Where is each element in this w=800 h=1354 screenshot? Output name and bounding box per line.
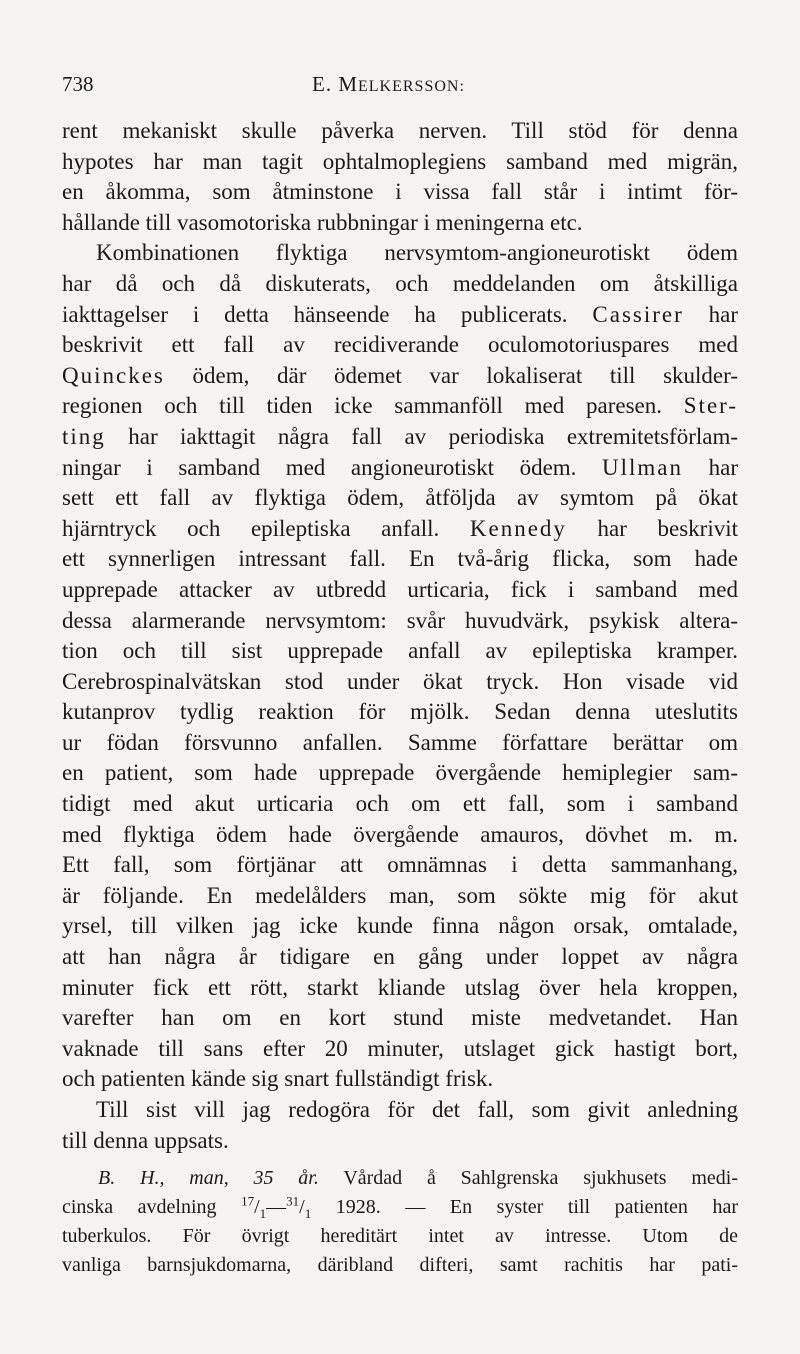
page-header: [62, 72, 738, 102]
case-line: [62, 1193, 738, 1222]
date-month: 1: [259, 1206, 267, 1221]
case-line: vanliga barnsjukdomarna, däribland difteri, samt rachitis har pati-: [62, 1254, 738, 1276]
page-number: 738: [62, 72, 94, 96]
case-line: tuberkulos. För övrigt hereditärt intet av intresse. Utom de: [62, 1225, 738, 1247]
text-line: sett ett fall av flyktiga ödem, åtföljda av symtom på ökat: [62, 485, 738, 511]
text-segment: har beskrivit: [597, 515, 739, 541]
text-line: en patient, som hade upprepade övergående hemiplegier sam-: [62, 760, 738, 786]
text-line: tidigt med akut urticaria och om ett fall, som i samband: [62, 791, 738, 817]
date-day: 17: [241, 1193, 255, 1209]
text-line: Ett fall, som förtjänar att omnämnas i detta sammanhang,: [62, 852, 738, 878]
text-line: hypotes har man tagit ophtalmoplegiens samband med migrän,: [62, 148, 738, 174]
text-line: tion och till sist upprepade anfall av epileptiska kramper.: [62, 638, 738, 664]
text-line: ett synnerligen intressant fall. En två-årig flicka, som hade: [62, 546, 738, 572]
text-line: [62, 391, 738, 422]
text-line: är följande. En medelålders man, som sökte mig för akut: [62, 882, 738, 908]
date-month: 1: [304, 1206, 312, 1221]
text-line: dessa alarmerande nervsymtom: svår huvudvärk, psykisk altera-: [62, 607, 738, 633]
text-line: [62, 361, 738, 392]
text-line: har då och då diskuterats, och meddelanden om åtskilliga: [62, 270, 738, 296]
author-rest: ELKERSSON:: [358, 78, 465, 95]
text-line: med flyktiga ödem hade övergående amauros, dövhet m. m.: [62, 821, 738, 847]
author-name-sterting-part2: ting: [62, 423, 106, 449]
text-line: Kombinationen flyktiga nervsymtom-angioneurotiskt ödem: [96, 240, 738, 266]
admission-date-range: $^{17}/_1—^{31}/_1$: [241, 1193, 312, 1221]
author-name-quincke: Quinckes: [62, 362, 165, 388]
text-line: till denna uppsats.: [62, 1127, 229, 1153]
case-line: [62, 1164, 738, 1193]
text-segment: cinska avdelning: [62, 1196, 217, 1218]
author-name-kennedy: Kennedy: [469, 515, 567, 541]
text-line: kutanprov tydlig reaktion för mjölk. Sedan denna uteslutits: [62, 699, 738, 725]
text-line: och patienten kände sig snart fullständigt frisk.: [62, 1066, 494, 1092]
text-segment: har iakttagit några fall av periodiska extremitetsförlam-: [128, 423, 739, 449]
text-segment: har: [708, 454, 739, 480]
text-line: [62, 422, 738, 453]
text-segment: har: [708, 301, 738, 327]
text-segment: regionen och till tiden icke sammanföll med paresen.: [62, 393, 662, 419]
case-lead: B. H., man, 35 år.: [98, 1167, 319, 1189]
text-line: upprepade attacker av utbredd urticaria, fick i samband med: [62, 576, 738, 602]
text-line: att han några år tidigare en gång under loppet av några: [62, 944, 738, 970]
author-name-sterting-part1: Ster-: [683, 393, 739, 419]
text-line: beskrivit ett fall av recidiverande oculomotoriuspares med: [62, 332, 738, 358]
text-line: hållande till vasomotoriska rubbningar i meningerna etc.: [62, 209, 583, 235]
text-segment: ningar i samband med angioneurotiskt ödem.: [62, 454, 577, 480]
text-line: vaknade till sans efter 20 minuter, utslaget gick hastigt bort,: [62, 1035, 738, 1061]
case-report: [62, 1164, 738, 1280]
text-segment: Vårdad å Sahlgrenska sjukhusets medi-: [343, 1167, 739, 1189]
text-line: [62, 300, 738, 331]
text-line: en åkomma, som åtminstone i vissa fall står i intimt för-: [62, 179, 738, 205]
text-segment: hjärntryck och epileptiska anfall.: [62, 515, 440, 541]
text-line: yrsel, till vilken jag icke kunde finna någon orsak, omtalade,: [62, 913, 738, 939]
date-dash: —: [266, 1196, 287, 1218]
text-segment: ödem, där ödemet var lokaliserat till skulder-: [192, 362, 739, 388]
author-initial: E. M: [312, 72, 358, 96]
author-name-cassirer: Cassirer: [592, 301, 684, 327]
text-line: [62, 514, 738, 545]
date-day: 31: [286, 1193, 300, 1209]
text-line: Cerebrospinalvätskan stod under ökat tryck. Hon visade vid: [62, 668, 738, 694]
text-line: minuter fick ett rött, starkt kliande utslag över hela kroppen,: [62, 974, 738, 1000]
text-line: [62, 453, 738, 484]
text-segment: iakttagelser i detta hänseende ha publicerats.: [62, 301, 568, 327]
text-line: ur födan försvunno anfallen. Samme författare berättar om: [62, 729, 738, 755]
text-segment: 1928. — En syster till patienten har: [335, 1196, 739, 1218]
running-head-author: [312, 72, 465, 97]
text-line: varefter han om en kort stund miste medvetandet. Han: [62, 1005, 738, 1031]
author-name-ullman: Ullman: [602, 454, 684, 480]
text-line: Till sist vill jag redogöra för det fall, som givit anledning: [96, 1097, 738, 1122]
text-line: rent mekaniskt skulle påverka nerven. Till stöd för denna: [62, 118, 738, 143]
body-text: [62, 116, 738, 1156]
